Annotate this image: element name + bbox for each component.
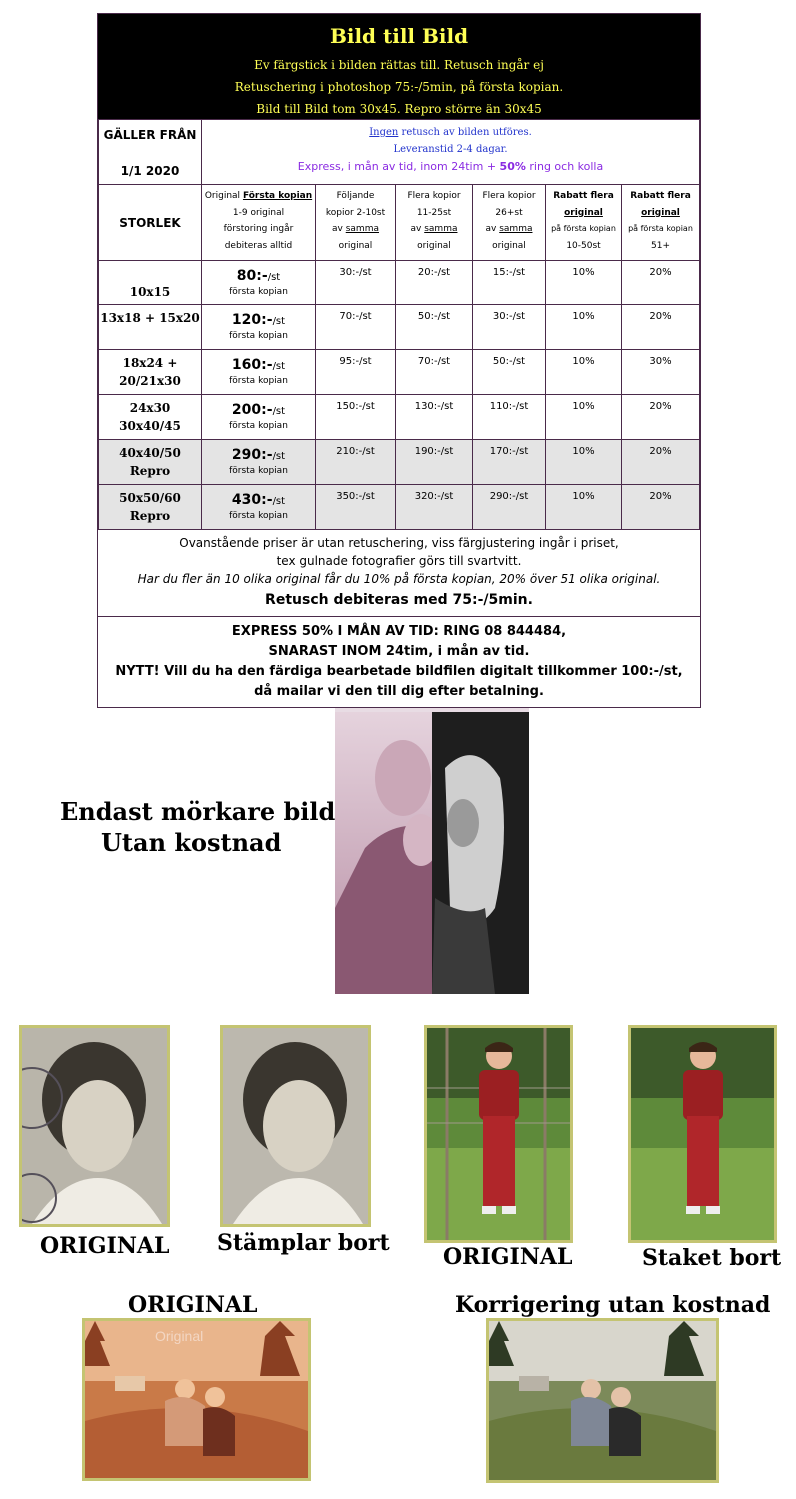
row-p4: 290:-/st [473,485,546,530]
info-express-pct: 50% [499,160,526,173]
price-row [99,485,700,530]
footer-notes [98,530,700,616]
footer-note-1: Ovanstående priser är utan retuschering, viss färgjustering ingår i priset, [179,536,619,550]
footer-note-4: Retusch debiteras med 75:-/5min. [265,592,533,608]
caption-original-2: ORIGINAL [443,1244,573,1270]
row-first-copy-price: 80:-/st första kopian [202,261,316,305]
price-row [99,440,700,485]
row-p4: 30:-/st [473,305,546,350]
couple-corrected-photo [486,1318,719,1483]
col-header-first-copy: Original Första kopian 1-9 original förstoring ingår debiteras alltid [202,185,316,261]
caption-correction: Korrigering utan kostnad [455,1292,771,1318]
price-row [99,350,700,395]
info-line-1: retusch av bilden utföres. [398,127,532,138]
row-r2: 20% [622,440,700,485]
footer-note-3: Har du fler än 10 olika original får du 10% på första kopian, 20% över 51 olika original. [137,572,661,586]
info-line-3: Express, i mån av tid, inom 24tim + 50% ring och kolla [297,160,604,173]
size-header: STORLEK [99,185,202,261]
caption-stamps-removed: Stämplar bort [217,1230,390,1256]
row-r1: 10% [546,350,622,395]
row-first-copy-price: 120:-/st första kopian [202,305,316,350]
row-r1: 10% [546,261,622,305]
darker-example-image [335,708,529,994]
row-p3: 190:-/st [396,440,473,485]
col-header-11-25: Flera kopior 11-25st av samma original [396,185,473,261]
price-header [98,14,700,119]
row-r2: 30% [622,350,700,395]
row-r1: 10% [546,440,622,485]
row-p2: 210:-/st [316,440,396,485]
row-r1: 10% [546,305,622,350]
col-header-discount-10-50: Rabatt flera original på första kopian 10-50st [546,185,622,261]
row-p3: 70:-/st [396,350,473,395]
row-p2: 70:-/st [316,305,396,350]
row-first-copy-price: 290:-/st första kopian [202,440,316,485]
caption-original-3: ORIGINAL [128,1292,258,1318]
footer-note-2: tex gulnade fotografier görs till svartvitt. [276,554,522,568]
header-line-2: Retuschering i photoshop 75:-/5min, på första kopian. [234,80,564,94]
row-r1: 10% [546,485,622,530]
boy-original-photo [424,1025,573,1243]
row-r2: 20% [622,485,700,530]
caption-fence-removed: Staket bort [642,1245,782,1271]
row-p2: 350:-/st [316,485,396,530]
header-line-3: Bild till Bild tom 30x45. Repro större än 30x45 [256,102,542,116]
express-line-1: EXPRESS 50% I MÅN AV TID: RING 08 844484, [231,624,567,639]
row-p3: 50:-/st [396,305,473,350]
info-line-2: Leveranstid 2-4 dagar. [393,144,508,155]
row-p2: 95:-/st [316,350,396,395]
row-size: 40x40/50 Repro [99,440,202,485]
row-first-copy-price: 160:-/st första kopian [202,350,316,395]
row-p2: 150:-/st [316,395,396,440]
caption-original-1: ORIGINAL [40,1233,170,1259]
price-row [99,261,700,305]
row-first-copy-price: 200:-/st första kopian [202,395,316,440]
info-cell [202,120,700,185]
row-r2: 20% [622,395,700,440]
row-size: 24x30 30x40/45 [99,395,202,440]
row-p4: 15:-/st [473,261,546,305]
portrait-original-photo [19,1025,170,1227]
row-p3: 20:-/st [396,261,473,305]
row-p4: 50:-/st [473,350,546,395]
express-line-4: då mailar vi den till dig efter betalning. [254,684,544,699]
darker-caption-1: Endast mörkare bild [60,797,336,826]
row-size: 13x18 + 15x20 [99,305,202,350]
page-title: Bild till Bild [329,24,469,48]
footer-express [98,616,700,707]
row-first-copy-price: 430:-/st första kopian [202,485,316,530]
row-r2: 20% [622,261,700,305]
row-r2: 20% [622,305,700,350]
row-size: 50x50/60 Repro [99,485,202,530]
price-grid [98,119,700,530]
price-row [99,395,700,440]
col-header-following: Följande kopior 2-10st av samma original [316,185,396,261]
portrait-no-stamps-photo [220,1025,371,1227]
valid-from-label: GÄLLER FRÅN [103,128,197,142]
header-line-1: Ev färgstick i bilden rättas till. Retusch ingår ej [254,58,544,72]
price-row [99,305,700,350]
row-size: 18x24 + 20/21x30 [99,350,202,395]
express-line-3: NYTT! Vill du ha den färdiga bearbetade bildfilen digitalt tillkommer 100:-/st, [115,664,683,679]
valid-from-date: 1/1 2020 [120,164,180,178]
darker-caption-2: Utan kostnad [101,828,282,857]
info-link-ingen[interactable]: Ingen [369,127,399,138]
row-p3: 320:-/st [396,485,473,530]
col-header-discount-51: Rabatt flera original på första kopian 51+ [622,185,700,261]
row-p2: 30:-/st [316,261,396,305]
boy-no-fence-photo [628,1025,777,1243]
row-r1: 10% [546,395,622,440]
col-header-26plus: Flera kopior 26+st av samma original [473,185,546,261]
row-size: 10x15 [99,261,202,305]
couple-original-photo [82,1318,311,1481]
watermark-original: Original [155,1328,204,1344]
row-p4: 170:-/st [473,440,546,485]
price-table [97,13,701,708]
valid-from-cell [99,120,202,185]
row-p3: 130:-/st [396,395,473,440]
express-line-2: SNARAST INOM 24tim, i mån av tid. [268,644,530,659]
row-p4: 110:-/st [473,395,546,440]
